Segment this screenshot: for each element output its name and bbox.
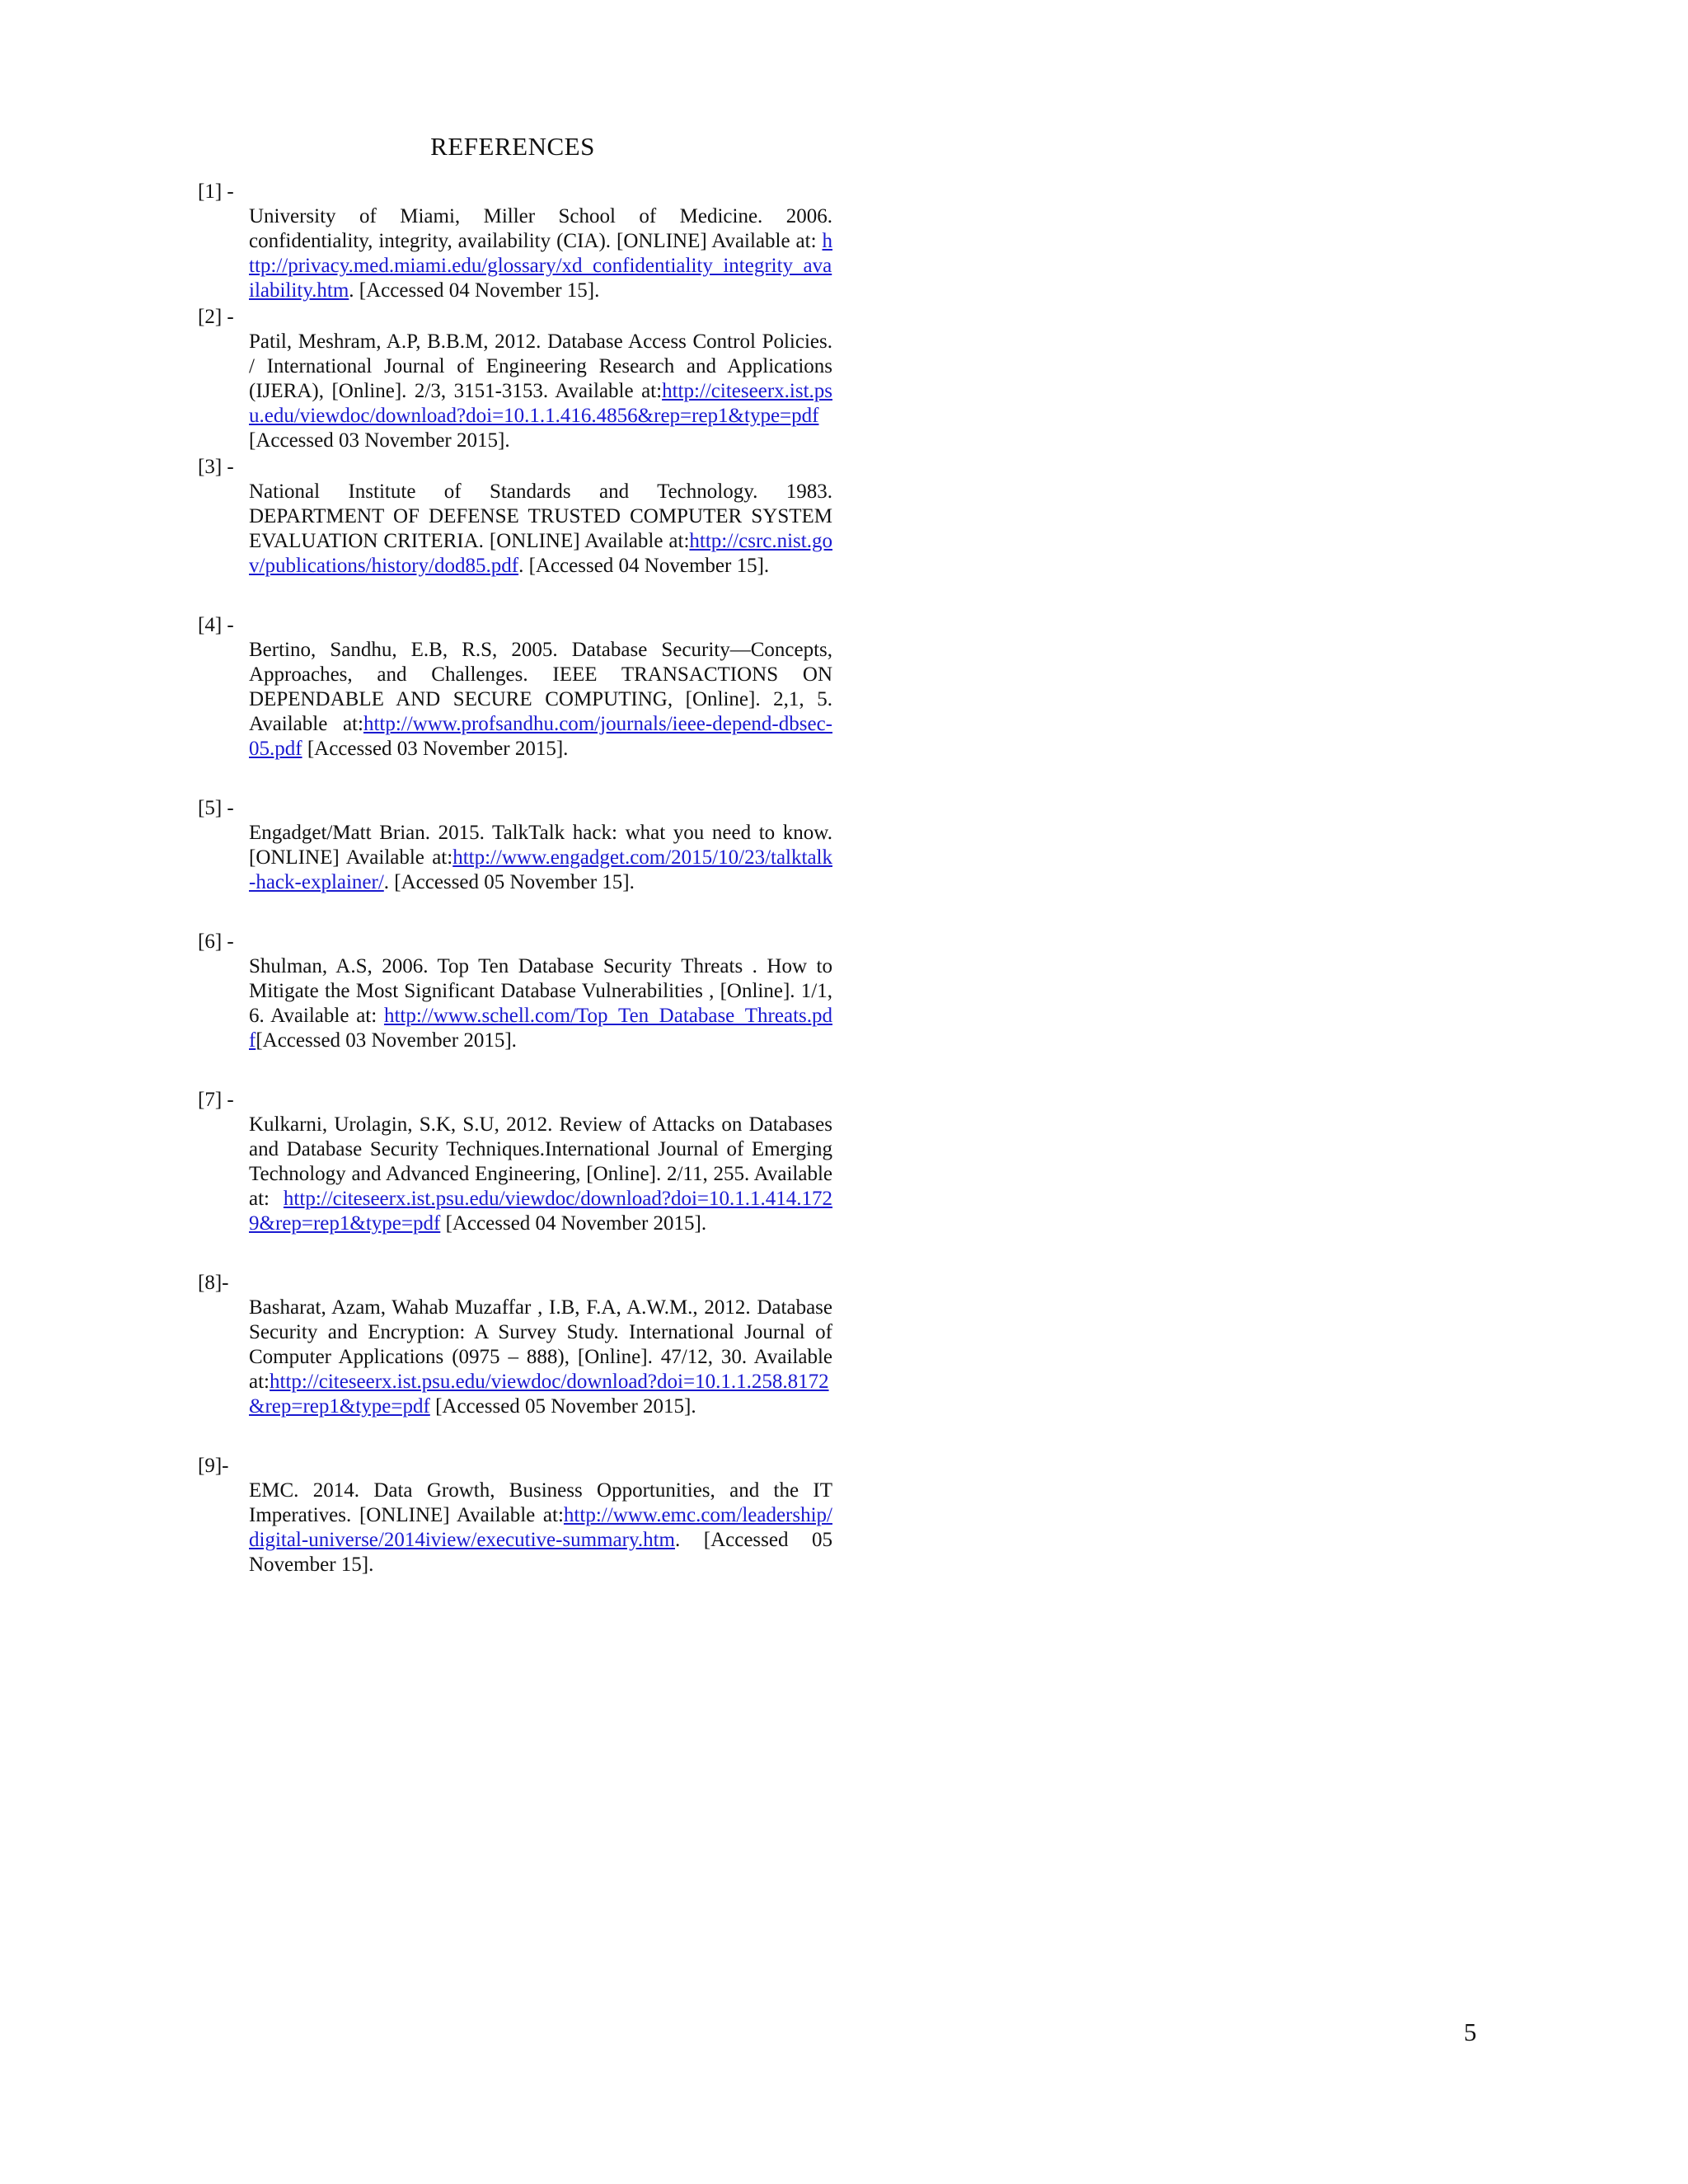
reference-link[interactable]: http://citeseerx.ist.psu.edu/viewdoc/download?doi=10.1.1.414.1729&rep=rep1&type=pdf (249, 1188, 832, 1235)
reference-text: University of Miami, Miller School of Medicine. 2006. confidentiality, integrity, availability (CIA). [ONLINE] Available at: http://privacy.med.miami.edu/glossary/xd_confidentiality_integrity_availability.htm. [Accessed 04 November 15]. (249, 205, 832, 302)
reference-number: [1] - (198, 180, 234, 203)
reference-number: [2] - (198, 306, 234, 328)
reference-item (198, 613, 832, 762)
reference-text: Bertino, Sandhu, E.B, R.S, 2005. Database Security—Concepts, Approaches, and Challenges. IEEE TRANSACTIONS ON DEPENDABLE AND SECURE COMPUTING, [Online]. 2,1, 5. Available at:http://www.profsandhu.com/journals/ieee-depend-dbsec-05.pdf [Accessed 03 November 2015]. (249, 639, 832, 760)
reference-link[interactable]: http://www.schell.com/Top_Ten_Database_Threats.pdf (249, 1005, 832, 1052)
page-title: REFERENCES (430, 132, 595, 161)
reference-number: [5] - (198, 797, 234, 819)
reference-text: EMC. 2014. Data Growth, Business Opportunities, and the IT Imperatives. [ONLINE] Available at:http://www.emc.com/leadership/digital-universe/2014iview/executive-summary.htm. [Accessed 05 November 15]. (249, 1479, 832, 1576)
reference-text: Shulman, A.S, 2006. Top Ten Database Security Threats . How to Mitigate the Most Significant Database Vulnerabilities , [Online]. 1/1, 6. Available at: http://www.schell.com/Top_Ten_Database_Threats.pdf[Accessed 03 November 2015]. (249, 955, 832, 1052)
reference-link[interactable]: http://privacy.med.miami.edu/glossary/xd_confidentiality_integrity_availability.htm (249, 230, 832, 302)
reference-text: Basharat, Azam, Wahab Muzaffar , I.B, F.A, A.W.M., 2012. Database Security and Encryption: A Survey Study. International Journal of Computer Applications (0975 – 888), [Online]. 47/12, 30. Available at:http://citeseerx.ist.psu.edu/viewdoc/download?doi=10.1.1.258.8172&rep=rep1&type=pdf [Accessed 05 November 2015]. (249, 1296, 832, 1418)
reference-item (198, 1454, 832, 1577)
reference-text: Patil, Meshram, A.P, B.B.M, 2012. Database Access Control Policies. / International Journal of Engineering Research and Applications (IJERA), [Online]. 2/3, 3151-3153. Available at:http://citeseerx.ist.psu.edu/viewdoc/download?doi=10.1.1.416.4856&rep=rep1&type=pdf [Accessed 03 November 2015]. (249, 330, 832, 452)
reference-link[interactable]: http://www.profsandhu.com/journals/ieee-depend-dbsec-05.pdf (249, 713, 832, 760)
reference-link[interactable]: http://citeseerx.ist.psu.edu/viewdoc/download?doi=10.1.1.416.4856&rep=rep1&type=pdf (249, 380, 832, 427)
reference-link[interactable]: http://www.emc.com/leadership/digital-universe/2014iview/executive-summary.htm (249, 1504, 832, 1551)
reference-item (198, 930, 832, 1053)
reference-text: Kulkarni, Urolagin, S.K, S.U, 2012. Review of Attacks on Databases and Database Security Techniques.International Journal of Emerging Technology and Advanced Engineering, [Online]. 2/11, 255. Available at: http://citeseerx.ist.psu.edu/viewdoc/download?doi=10.1.1.414.1729&rep=rep1&type=pdf [Accessed 04 November 2015]. (249, 1113, 832, 1235)
reference-item (198, 455, 832, 579)
reference-text: Engadget/Matt Brian. 2015. TalkTalk hack: what you need to know. [ONLINE] Available at:http://www.engadget.com/2015/10/23/talktalk-hack-explainer/. [Accessed 05 November 15]. (249, 822, 832, 893)
reference-item (198, 1088, 832, 1236)
reference-number: [7] - (198, 1089, 234, 1111)
reference-link[interactable]: http://www.engadget.com/2015/10/23/talktalk-hack-explainer/ (249, 846, 832, 893)
reference-item (198, 305, 832, 453)
reference-number: [6] - (198, 930, 234, 953)
reference-link[interactable]: http://csrc.nist.gov/publications/history/dod85.pdf (249, 530, 832, 577)
reference-text: National Institute of Standards and Technology. 1983. DEPARTMENT OF DEFENSE TRUSTED COMPUTER SYSTEM EVALUATION CRITERIA. [ONLINE] Available at:http://csrc.nist.gov/publications/history/dod85.pdf. [Accessed 04 November 15]. (249, 480, 832, 577)
reference-number: [4] - (198, 614, 234, 636)
reference-item (198, 796, 832, 895)
reference-number: [9]- (198, 1455, 229, 1477)
reference-list (198, 180, 832, 1577)
page-number: 5 (1464, 2018, 1477, 2046)
reference-number: [3] - (198, 456, 234, 478)
reference-number: [8]- (198, 1272, 229, 1294)
reference-link[interactable]: http://citeseerx.ist.psu.edu/viewdoc/download?doi=10.1.1.258.8172&rep=rep1&type=pdf (249, 1371, 829, 1418)
reference-item (198, 1271, 832, 1419)
reference-item (198, 180, 832, 303)
